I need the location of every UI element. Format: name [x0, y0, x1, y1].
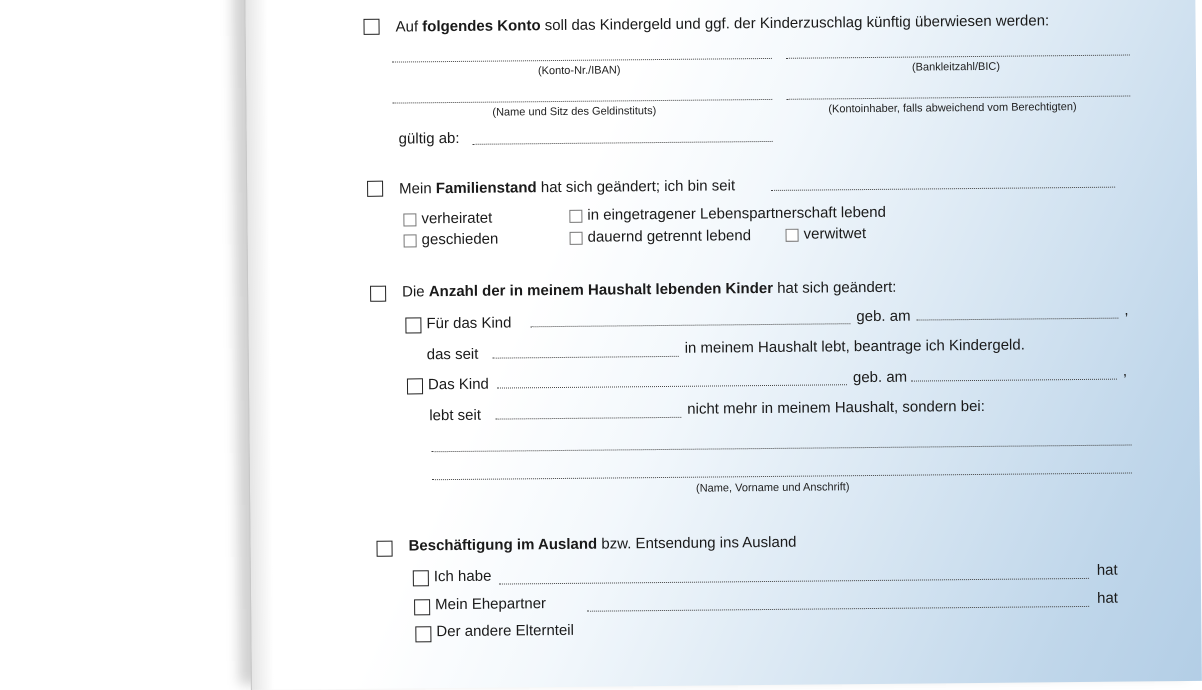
kontoinhaber-field-line[interactable]: [786, 95, 1130, 99]
comma-mark-2: ,: [1122, 362, 1128, 380]
anschrift-line-1[interactable]: [432, 445, 1132, 453]
geschieden-label: geschieden: [421, 230, 499, 249]
geb-am-2-line[interactable]: [911, 379, 1117, 382]
in-haushalt-text: in meinem Haushalt lebt, beantrage ich Kindergeld.: [684, 336, 1025, 357]
ehepartner-line[interactable]: [587, 606, 1089, 612]
verwitwet-label: verwitwet: [803, 225, 867, 243]
verheiratet-label: verheiratet: [421, 209, 493, 228]
kontoinhaber-label: (Kontoinhaber, falls abweichend vom Berechtigten): [828, 101, 1077, 116]
geldinstitut-label: (Name und Sitz des Geldinstituts): [492, 105, 657, 119]
ich-habe-line[interactable]: [499, 578, 1089, 585]
das-seit-line[interactable]: [493, 356, 679, 359]
das-kind-checkbox[interactable]: [407, 378, 423, 394]
verwitwet-checkbox[interactable]: [786, 229, 799, 242]
lebenspartnerschaft-label: in eingetragener Lebenspartnerschaft lebend: [587, 203, 886, 224]
ehepartner-label: Mein Ehepartner: [435, 595, 547, 614]
kind-name-line[interactable]: [530, 323, 850, 327]
elternteil-checkbox[interactable]: [415, 626, 431, 642]
familienstand-checkbox[interactable]: [367, 181, 383, 197]
ich-habe-checkbox[interactable]: [413, 570, 429, 586]
das-kind-label: Das Kind: [427, 375, 489, 394]
geb-am-label: geb. am: [856, 307, 911, 326]
anschrift-line-2[interactable]: [432, 473, 1132, 481]
kinder-intro: Die Anzahl der in meinem Haushalt lebenden Kinder hat sich geändert:: [402, 278, 897, 301]
fuer-das-kind-checkbox[interactable]: [405, 317, 421, 333]
kinder-checkbox[interactable]: [370, 286, 386, 302]
konto-checkbox[interactable]: [363, 19, 379, 35]
bic-label: (Bankleitzahl/BIC): [911, 60, 1001, 74]
elternteil-label: Der andere Elternteil: [436, 621, 575, 641]
fuer-das-kind-label: Für das Kind: [426, 314, 512, 333]
ausland-checkbox[interactable]: [376, 541, 392, 557]
geschieden-checkbox[interactable]: [404, 234, 417, 247]
konto-intro: Auf folgendes Konto soll das Kindergeld und ggf. der Kinderzuschlag künftig überwiesen werden:: [395, 12, 1050, 36]
gueltig-ab-field-line[interactable]: [473, 141, 773, 145]
getrennt-checkbox[interactable]: [570, 232, 583, 245]
lebenspartnerschaft-checkbox[interactable]: [569, 210, 582, 223]
bic-field-line[interactable]: [786, 55, 1130, 59]
ich-habe-label: Ich habe: [433, 567, 492, 586]
geb-am-line[interactable]: [916, 318, 1118, 321]
ehepartner-checkbox[interactable]: [414, 599, 430, 615]
form-page: [244, 0, 1202, 690]
verheiratet-checkbox[interactable]: [403, 213, 416, 226]
familienstand-intro: Mein Familienstand hat sich geändert; ich bin seit: [399, 177, 736, 198]
gueltig-ab-label: gültig ab:: [398, 129, 460, 148]
iban-field-line[interactable]: [392, 58, 772, 63]
lebt-seit-line[interactable]: [495, 417, 681, 420]
das-kind-name-line[interactable]: [497, 384, 847, 388]
hat-label-1: hat: [1096, 561, 1118, 579]
geb-am-2-label: geb. am: [852, 368, 908, 387]
das-seit-label: das seit: [426, 345, 479, 364]
getrennt-label: dauernd getrennt lebend: [587, 227, 752, 246]
iban-label: (Konto-Nr./IBAN): [537, 64, 621, 78]
anschrift-label: (Name, Vorname und Anschrift): [695, 481, 850, 495]
familienstand-seit-line[interactable]: [771, 187, 1115, 191]
comma-mark: ,: [1124, 301, 1129, 319]
lebt-seit-label: lebt seit: [429, 406, 482, 425]
ausland-intro: Beschäftigung im Ausland bzw. Entsendung ins Ausland: [408, 533, 797, 555]
geldinstitut-field-line[interactable]: [392, 99, 772, 104]
hat-label-2: hat: [1096, 589, 1119, 607]
nicht-mehr-text: nicht mehr in meinem Haushalt, sondern bei:: [687, 397, 985, 418]
